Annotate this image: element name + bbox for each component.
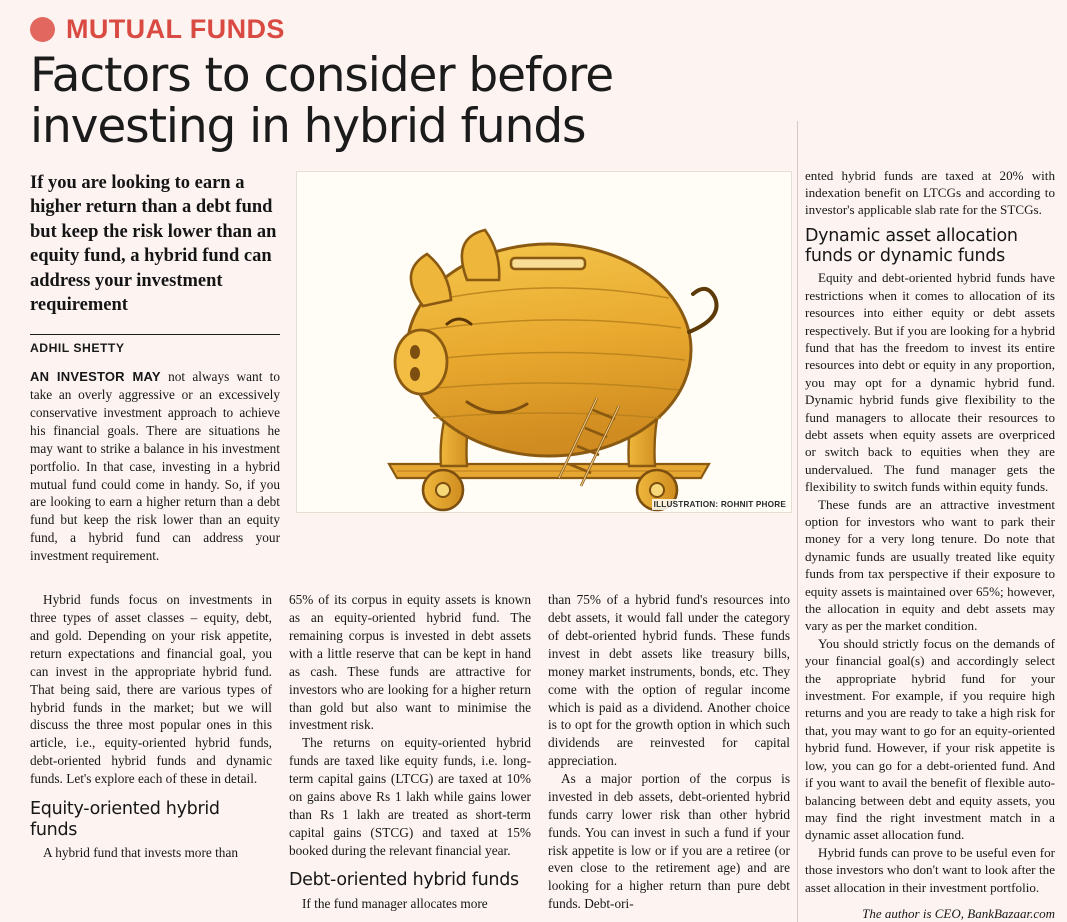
byline-divider (30, 334, 280, 335)
byline: ADHIL SHETTY (30, 341, 125, 356)
illustration-credit: ILLUSTRATION: ROHNIT PHORE (653, 499, 786, 509)
illustration-column (296, 171, 792, 579)
paragraph: If the fund manager allocates more (302, 896, 488, 912)
paragraph: As a major portion of the corpus is invested in deb assets, debt-oriented hybrid funds carry lower risk than other hybrid funds. You can invest in such a fund if your risk appetite is low or if you are a retiree (or even close to the retirement age) and are looking for a higher return than pure debt funds. Debt-ori- (548, 771, 790, 912)
text-column-2 (289, 591, 531, 913)
paragraph: ented hybrid funds are taxed at 20% with indexation benefit on LTCGs and according to investor's applicable slab rate for the STCGs. (805, 167, 1055, 218)
paragraph: Hybrid funds focus on investments in three types of asset classes – equity, debt, and gold. Depending on your risk appetite, return expectations and financial goal, you can invest in the appropriate hybrid fund. That being said, there are various types of hybrid funds in the market; but we will discuss the three most popular ones in this article, i.e., equity-oriented hybrid funds, debt-oriented hybrid funds and dynamic funds. Let's explore each of these in detail. (30, 592, 272, 787)
paragraph: A hybrid fund that invests more than (43, 845, 238, 861)
subheading-dynamic-funds: Dynamic asset allocation funds or dynamic funds (805, 225, 1018, 267)
paragraph: Hybrid funds can prove to be useful even for those investors who don't want to look after the asset allocation in their investment portfolio. (805, 844, 1055, 895)
subheading-debt-oriented: Debt-oriented hybrid funds (289, 870, 519, 891)
paragraph: than 75% of a hybrid fund's resources into debt assets, it would fall under the category of debt-oriented hybrid funds. These funds invest in debt assets like treasury bills, money market instruments, bonds, etc. They come with the option of regular income which is paid as a dividend. Another choice is to opt for the growth option in which such dividends are reinvested for capital appreciation. (548, 592, 790, 769)
text-column-1 (30, 591, 272, 913)
article-illustration (296, 171, 792, 513)
left-zone (30, 167, 792, 922)
bullet-dot-icon (30, 17, 55, 42)
lead-rest-text: not always want to take an overly aggressive or an excessively conservative investment approach to achieve his financial goals. There are situations he may want to strike a balance in his investment portfolio. In that case, investing in a hybrid mutual fund could come in handy. So, if you are looking to earn a higher return than a debt fund but keep the risk lower than an equity fund, a hybrid fund can address your investment requirement. (30, 369, 280, 564)
lead-in-text: AN INVESTOR MAY (30, 369, 161, 385)
standfirst: If you are looking to earn a higher return than a debt fund but keep the risk lower than an equity fund, a hybrid fund can address your investment requirement (30, 172, 277, 316)
paragraph: The returns on equity-oriented hybrid funds are taxed like equity funds, i.e. long-term capital gains (LTCG) are taxed at 10% on gains above Rs 1 lakh while gains lower than Rs 1 lakh are treated as short-term capital gains (STCG) and taxed at 15% booked during the relevant financial year. (289, 735, 531, 858)
right-rail-column (805, 167, 1055, 922)
section-kicker-label: MUTUAL FUNDS (66, 14, 285, 44)
author-note: The author is CEO, BankBazaar.com (862, 905, 1055, 921)
text-column-3 (548, 591, 790, 913)
lead-paragraph (30, 368, 280, 565)
subheading-equity-oriented: Equity-oriented hybrid funds (30, 798, 220, 840)
page-title: Factors to consider before investing in hybrid funds (30, 48, 614, 154)
paragraph: You should strictly focus on the demands of your financial goal(s) and accordingly select the appropriate hybrid fund for your investment. For example, if you require high returns and you are ready to take a high risk for that, you may want to go for an equity-oriented hybrid fund. However, if your risk appetite is low, you can go for a debt-oriented fund. And if you want to avail the benefit of flexible auto-balancing between debt and equity assets, you may find the right investment match in a dynamic asset allocation fund. (805, 635, 1055, 843)
paragraph: 65% of its corpus in equity assets is known as an equity-oriented hybrid fund. The remaining corpus is invested in debt assets with a little reserve that can be kept in hand as cash. These funds are attractive for investors who are looking for a higher return than gold but also want to minimise the investment risk. (289, 592, 531, 733)
standfirst-column (30, 167, 280, 579)
piggy-bank-illustration-icon (297, 172, 792, 513)
paragraph: Equity and debt-oriented hybrid funds have restrictions when it comes to allocation of its resources into either equity or debt assets respectively. But if you are looking for a hybrid fund that has the freedom to invest its entire resources into debt or equity in any proportion, you may opt for a dynamic hybrid fund. Dynamic hybrid funds give flexibility to the fund managers to allocate their resources to debt assets when equity assets are overpriced or switch back to equities when they are undervalued. The fund manager gets the flexibility to switch funds within equity funds. (805, 270, 1055, 495)
top-block (30, 167, 792, 579)
section-kicker (30, 14, 1045, 45)
article-body (30, 167, 1055, 922)
three-column-text (30, 591, 792, 913)
paragraph: These funds are an attractive investment option for investors who want to park their money for a very long tenure. Do note that dynamic funds are usually treated like equity funds from tax perspective if their exposure to equity assets is maintained over 65%; however, the allocation in equity and debt assets may vary as per the market condition. (805, 496, 1055, 634)
